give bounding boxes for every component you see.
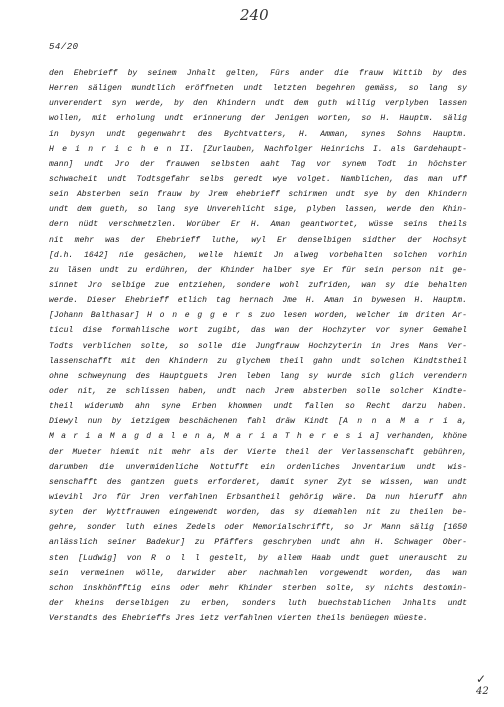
text-line: wollen, mit erholung undt erinnerung der Jenigen worten, so H. Hauptm. sälig [49, 114, 467, 124]
text-line: theil widerumb ahn syne Erben khommen undt fallen so Recht darzu haben. [49, 402, 467, 412]
text-line: undt dem gueth, so lang sye Unverehlicht sige, plyben lassen, werde den Khin- [49, 205, 467, 215]
text-line: der Mueter hiemit nit mehr als der Vierte theil der Verlassenschaft gebühren, [49, 447, 467, 457]
text-line: der kheins derselbigen zu erben, sonders luth buechstablichen Jnhalts undt [49, 598, 467, 608]
text-line: unverendert syn werde, by den Khindern undt dem guth willig verplyben lassen [49, 99, 467, 109]
text-line: [d.h. 1642] nie gesächen, welle hiemit Jn alweg vorbehalten solchen vorhin [49, 250, 467, 260]
text-line: gehre, sonder luth eines Zedels oder Memorialschrifft, so Jr Mann sälig [1650 [49, 523, 467, 533]
text-line: in bysyn undt gegenwahrt des Bychtvatters, H. Amman, synes Sohns Hauptm. [49, 129, 467, 139]
text-line: [Johann Balthasar] H o n e g g e r s zuo lesen worden, welcher im driten Ar- [49, 311, 467, 321]
text-line: zu läsen undt zu erdühren, der Khinder halber sye Er für sein person nit ge- [49, 265, 467, 275]
text-line: anlässlich seiner Badekur] zu Pfäffers geschryben undt ahn H. Schwager Ober- [49, 538, 467, 548]
check-mark-icon: ✓ [476, 672, 487, 686]
text-line: ticul dise formahlische wort zugibt, das wan der Hochzyter vor syner Gemahel [49, 326, 467, 336]
text-line: schwacheit undt Todtsgefahr selbs geredt wye volget. Namblichen, das man uff [49, 174, 467, 184]
page-number: 240 [240, 6, 269, 24]
text-line: Diewyl nun by ietzigem beschächenen fahl dräw Kindt [A n n a M a r i a, [49, 417, 467, 427]
text-line: H e i n r i c h e n II. [Zurlauben, Nachfolger Heinrichs I. als Gardehaupt- [49, 144, 467, 154]
text-line: den Ehebrieff by seinem Jnhalt gelten, Fürs ander die frauw Wittib by des [49, 69, 467, 78]
text-line: Todts verblichen solte, so solle die Jungfrauw Hochzyterin in Jres Mans Ver- [49, 341, 467, 351]
text-line: schon inskhönfftig eins oder mehr Khinder sterben solte, sy nichts destomin- [49, 583, 467, 593]
text-line: wievihl Jro für Jren verfahlnen Erbsantheil gehörig wäre. Da nun hieruff ahn [49, 492, 467, 502]
text-line: sinnet Jro selbige zue entziehen, sondere wohl zufriden, wan sy die behalten [49, 280, 467, 290]
text-line: sten [Ludwig] von R o l l gestelt, by allem Haab undt guet unerauscht zu [49, 553, 467, 563]
text-line: Verstandts des Ehebrieffs Jres ietz verfahlnen vierten theils benüegen müeste. [49, 614, 428, 624]
text-line: M a r i a M a g d a l e n a, M a r i a T h e r e s i a] verhanden, khöne [49, 432, 467, 442]
document-reference: 54/20 [49, 42, 79, 52]
document-body [49, 66, 467, 626]
text-line: sein vermeinen wölle, darwider aber nachmahlen vorgewendt worden, das wan [49, 568, 467, 578]
text-line: oder nit, ze schlissen haben, undt nach Jrem absterben solle solcher Kindte- [49, 386, 467, 396]
text-line: mann] undt Jro der frauwen selbsten aaht Tag vor synem Todt in höchster [49, 159, 467, 169]
text-line: sein Absterben sein frauw by Jrem ehebrieff schirmen undt sye by den Khindern [49, 190, 467, 200]
text-line: werde. Dieser Ehebrieff etlich tag hernach Jme H. Aman in bywesen H. Hauptm. [49, 296, 467, 306]
text-line: senschafft des gantzen guets erforderet, damit syner Zyt se wissen, wan undt [49, 477, 467, 487]
text-line: ohne schweynung des Hauptguets Jren leben lang sy wurde sich glich verendern [49, 371, 467, 381]
margin-number: 42 [476, 686, 489, 697]
text-line: darumben die unvermidenliche Nottufft ein ordenliches Jnventarium undt wis- [49, 462, 467, 472]
text-line: lassenschafft mit den Khindern zu glychem theil gahn undt solchen Kindtstheil [49, 356, 467, 366]
text-line: syten der Wyttfrauwen eingewendt worden, das sy diemahlen nit zu theilen be- [49, 508, 467, 518]
text-line: Herren säligen mundtlich eröffneten undt letzten begehren gemäss, so lang sy [49, 84, 467, 94]
text-line: dern nüdt verschmetzlen. Worüber Er H. Aman geantwortet, wüsse seins theils [49, 220, 467, 230]
text-line: nit mehr was der Ehebrieff luthe, wyl Er denselbigen sidther der Hochsyt [49, 235, 467, 245]
